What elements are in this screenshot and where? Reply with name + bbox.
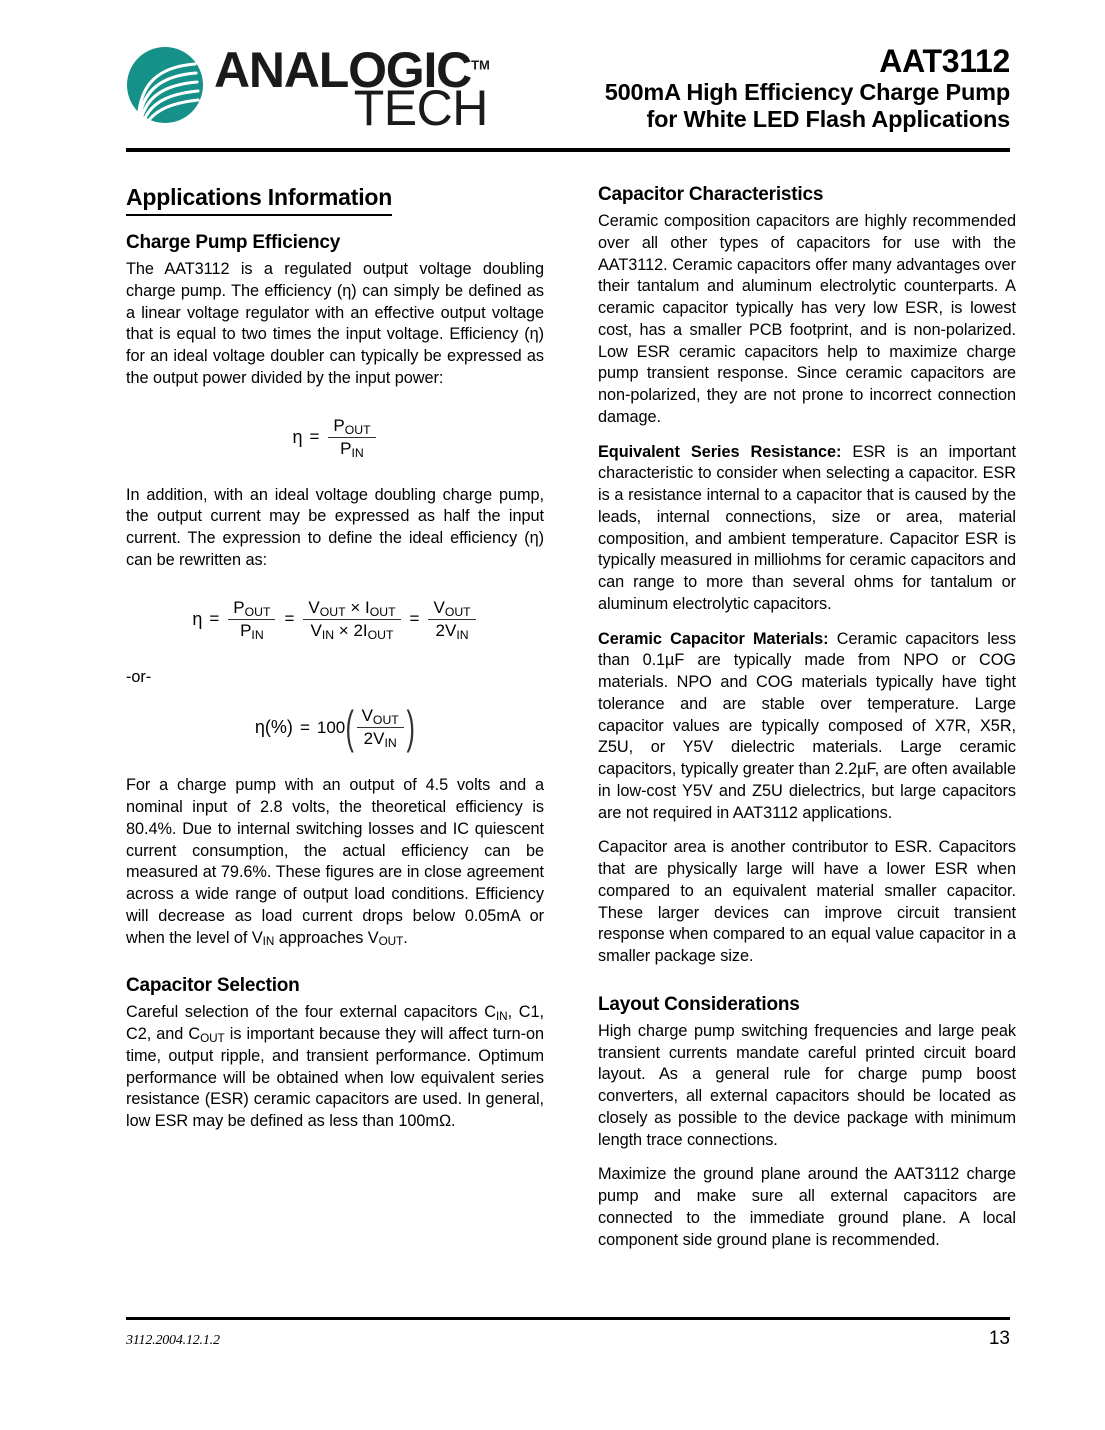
equation2-f3-num-subscript: OUT bbox=[444, 604, 471, 619]
paragraph-efficiency-intro: The AAT3112 is a regulated output voltage doubling charge pump. The efficiency (η) can simply be defined as a linear voltage regulator with an effective output voltage that is equal to two times the input voltage. Efficiency (η) for an ideal voltage doubler can typically be expressed as the output power divided by the input power: bbox=[126, 260, 544, 387]
equation1-numerator bbox=[328, 416, 375, 438]
equation1-denominator-subscript: IN bbox=[351, 445, 364, 460]
logo-word-analogic bbox=[214, 42, 490, 98]
equation2-f2-den-v-subscript: IN bbox=[321, 627, 335, 642]
equation-efficiency-percent bbox=[126, 701, 544, 754]
equation1-numerator-symbol: P bbox=[333, 415, 345, 435]
paragraph-efficiency-example bbox=[126, 775, 544, 949]
left-column bbox=[126, 184, 544, 1133]
equation3-denominator-symbol: 2V bbox=[363, 729, 385, 749]
equation2-f2-numerator bbox=[303, 598, 400, 620]
equation-efficiency-power-ratio bbox=[126, 416, 544, 459]
equation2-f2-denominator bbox=[305, 620, 398, 641]
equation2-f1-den-subscript: IN bbox=[251, 627, 264, 642]
equation3-paren-open: ( bbox=[345, 701, 355, 754]
paragraph-efficiency-example-c: . bbox=[403, 928, 408, 947]
equation2-lhs: η bbox=[192, 608, 203, 629]
equation3-coefficient: 100 bbox=[316, 717, 346, 737]
equation2-f3-den-symbol: 2V bbox=[435, 620, 457, 640]
paragraph-ceramic-composition: Ceramic composition capacitors are highly recommended over all other types of capacitors for use with the AAT3112. Ceramic capacitors offer many advantages over their tantalum and aluminum electrolytic counterparts. A ceramic capacitor typically has very low ESR, is lowest cost, has a smaller PCB footprint, and is non-polarized. Low ESR ceramic capacitors help to maximize charge pump transient response. Since ceramic capacitors are non-polarized, they are not prone to incorrect connection damage. bbox=[598, 212, 1016, 426]
equation2-f3-den-subscript: IN bbox=[456, 627, 469, 642]
equation3-paren-close: ) bbox=[406, 701, 415, 754]
equation3-numerator-subscript: OUT bbox=[372, 713, 399, 728]
equation1-denominator bbox=[335, 438, 369, 459]
equation2-f1-denominator bbox=[235, 620, 269, 641]
equation2-f1-numerator bbox=[228, 598, 275, 620]
logo-wordmark bbox=[214, 42, 490, 136]
equation2-f2-num-i-subscript: OUT bbox=[369, 604, 396, 619]
paragraph-esr-text: ESR is an important characteristic to consider when selecting a capacitor. ESR is a resistance internal to a capacitor that is caused by the leads, internal connections, size or area, material composition, and ambient temperature. Capacitor ESR is typically measured in milliohms for ceramic capacitors and can range to more than several ohms for tantalum or aluminum electrolytic capacitors. bbox=[598, 442, 1016, 613]
paragraph-ceramic-capacitor-materials bbox=[598, 629, 1016, 825]
page-number: 13 bbox=[988, 1328, 1010, 1349]
equation1-fraction bbox=[328, 416, 375, 459]
right-column bbox=[598, 184, 1016, 1251]
company-logo bbox=[126, 38, 490, 136]
document-title-block bbox=[605, 38, 1010, 134]
page-footer bbox=[126, 1328, 1010, 1350]
equation3-lhs: η(%) bbox=[254, 717, 293, 738]
document-subtitle-line2: for White LED Flash Applications bbox=[646, 106, 1010, 133]
paragraph-materials-text: Ceramic capacitors less than 0.1µF are typically made from NPO or COG materials. NPO and COG materials typically have tight tolerance and are stable over temperature. Large capacitor values are typically composed of X7R, X5R, Z5U, or Y5V dielectric materials. Large ceramic capacitors, typically greater than 2.2µF, are often available in low-cost Y5V and Z5U dielectrics, but large capacitors are not required in AAT3112 applications. bbox=[598, 629, 1016, 822]
equation2-f2-den-i-subscript: OUT bbox=[367, 627, 394, 642]
equation3-numerator bbox=[357, 706, 404, 728]
equation2-f3-num-symbol: V bbox=[433, 597, 445, 617]
paragraph-efficiency-sub-vin: IN bbox=[262, 935, 275, 949]
equation2-f2-num-v: V bbox=[308, 597, 320, 617]
equation2-f2-num-v-subscript: OUT bbox=[319, 604, 346, 619]
paragraph-efficiency-rewrite: In addition, with an ideal voltage doubling charge pump, the output current may be expressed as half the input current. The expression to define the ideal efficiency (η) can be rewritten as: bbox=[126, 485, 544, 569]
equation2-equals-3: = bbox=[409, 609, 420, 628]
equation2-f2-den-times: × bbox=[338, 620, 349, 640]
header-divider bbox=[126, 148, 1010, 152]
equation2-f1-num-subscript: OUT bbox=[244, 604, 271, 619]
equation-efficiency-expanded bbox=[126, 598, 544, 641]
paragraph-capacitor-area: Capacitor area is another contributor to ESR. Capacitors that are physically large will have a lower ESR when compared to an equivalent material smaller capacitor. These larger devices can improve circuit transient response when compared to an equal value capacitor in a smaller package size. bbox=[598, 838, 1016, 965]
footer-divider bbox=[126, 1317, 1010, 1320]
trademark-icon: TM bbox=[471, 57, 490, 73]
equation1-numerator-subscript: OUT bbox=[344, 422, 371, 437]
paragraph-capacitor-selection bbox=[126, 1002, 544, 1133]
heading-charge-pump-efficiency: Charge Pump Efficiency bbox=[126, 232, 341, 253]
paragraph-efficiency-sub-vout: OUT bbox=[378, 935, 404, 949]
equation3-numerator-symbol: V bbox=[361, 706, 373, 726]
equation2-f3-denominator bbox=[431, 620, 474, 641]
heading-capacitor-characteristics: Capacitor Characteristics bbox=[598, 184, 824, 205]
paragraph-capacitor-sub-cout: OUT bbox=[200, 1031, 225, 1045]
equation3-equals: = bbox=[299, 717, 310, 737]
paragraph-equivalent-series-resistance bbox=[598, 442, 1016, 616]
paragraph-capacitor-sub-cin: IN bbox=[495, 1010, 508, 1024]
equation2-f2-num-i: I bbox=[364, 597, 370, 617]
label-equivalent-series-resistance: Equivalent Series Resistance: bbox=[598, 442, 842, 461]
equation1-denominator-symbol: P bbox=[340, 438, 352, 458]
equation2-f1-num-symbol: P bbox=[233, 597, 245, 617]
equation2-f2-den-i: 2I bbox=[353, 620, 368, 640]
equation2-f2-num-times: × bbox=[350, 597, 361, 617]
equation2-fraction-1 bbox=[228, 598, 275, 641]
heading-capacitor-selection: Capacitor Selection bbox=[126, 975, 300, 997]
equation2-equals-2: = bbox=[284, 609, 295, 628]
document-revision-id: 3112.2004.12.1.2 bbox=[126, 1333, 220, 1348]
paragraph-efficiency-example-a: For a charge pump with an output of 4.5 volts and a nominal input of 2.8 volts, the theoretical efficiency is 80.4%. Due to internal switching losses and IC quiescent current consumption, the actual efficiency can be measured at 79.6%. These figures are in close agreement across a wide range of output load conditions. Efficiency will decrease as load current drops below 0.05mA or when the level of V bbox=[126, 776, 544, 947]
part-number: AAT3112 bbox=[879, 43, 1010, 79]
equation2-f2-den-v: V bbox=[310, 620, 322, 640]
equation-or-label: -or- bbox=[126, 667, 152, 686]
analogic-tech-globe-icon bbox=[126, 46, 204, 124]
page-title: Applications Information bbox=[126, 184, 392, 216]
label-ceramic-capacitor-materials: Ceramic Capacitor Materials: bbox=[598, 629, 829, 648]
equation3-fraction bbox=[357, 706, 404, 749]
heading-layout-considerations: Layout Considerations bbox=[598, 993, 800, 1015]
equation2-f3-numerator bbox=[428, 598, 475, 620]
equation3-denominator bbox=[359, 728, 402, 749]
equation2-f1-den-symbol: P bbox=[240, 620, 252, 640]
logo-word-tech: TECH bbox=[353, 80, 488, 136]
paragraph-layout-ground-plane: Maximize the ground plane around the AAT3112 charge pump and make sure all external capacitors are connected to the immediate ground plane. A local component side ground plane is recommended. bbox=[598, 1165, 1016, 1249]
equation1-equals: = bbox=[309, 427, 320, 446]
logo-word-analogic-text: ANALOGIC bbox=[214, 42, 472, 98]
equation2-fraction-2 bbox=[303, 598, 400, 641]
paragraph-layout-general: High charge pump switching frequencies and large peak transient currents mandate careful printed circuit board layout. As a general rule for charge pump boost converters, all external capacitors should be located as closely as possible to the device package with minimum length trace connections. bbox=[598, 1021, 1016, 1149]
equation2-equals-1: = bbox=[209, 609, 220, 628]
page-header bbox=[126, 38, 1010, 150]
equation3-denominator-subscript: IN bbox=[384, 736, 397, 751]
paragraph-efficiency-example-b: approaches V bbox=[274, 928, 379, 947]
paragraph-capacitor-selection-b: , C1, C2, and C bbox=[126, 1003, 544, 1043]
paragraph-capacitor-selection-a: Careful selection of the four external capacitors C bbox=[126, 1003, 496, 1022]
document-subtitle-line1: 500mA High Efficiency Charge Pump bbox=[604, 78, 1010, 105]
equation1-lhs: η bbox=[292, 426, 303, 447]
equation2-fraction-3 bbox=[428, 598, 475, 641]
paragraph-capacitor-selection-c: is important because they will affect turn-on time, output ripple, and transient performance. Optimum performance will be obtained when low equivalent series resistance (ESR) ceramic capacitors are used. In general, low ESR may be defined as less than 100mΩ. bbox=[126, 1025, 544, 1130]
